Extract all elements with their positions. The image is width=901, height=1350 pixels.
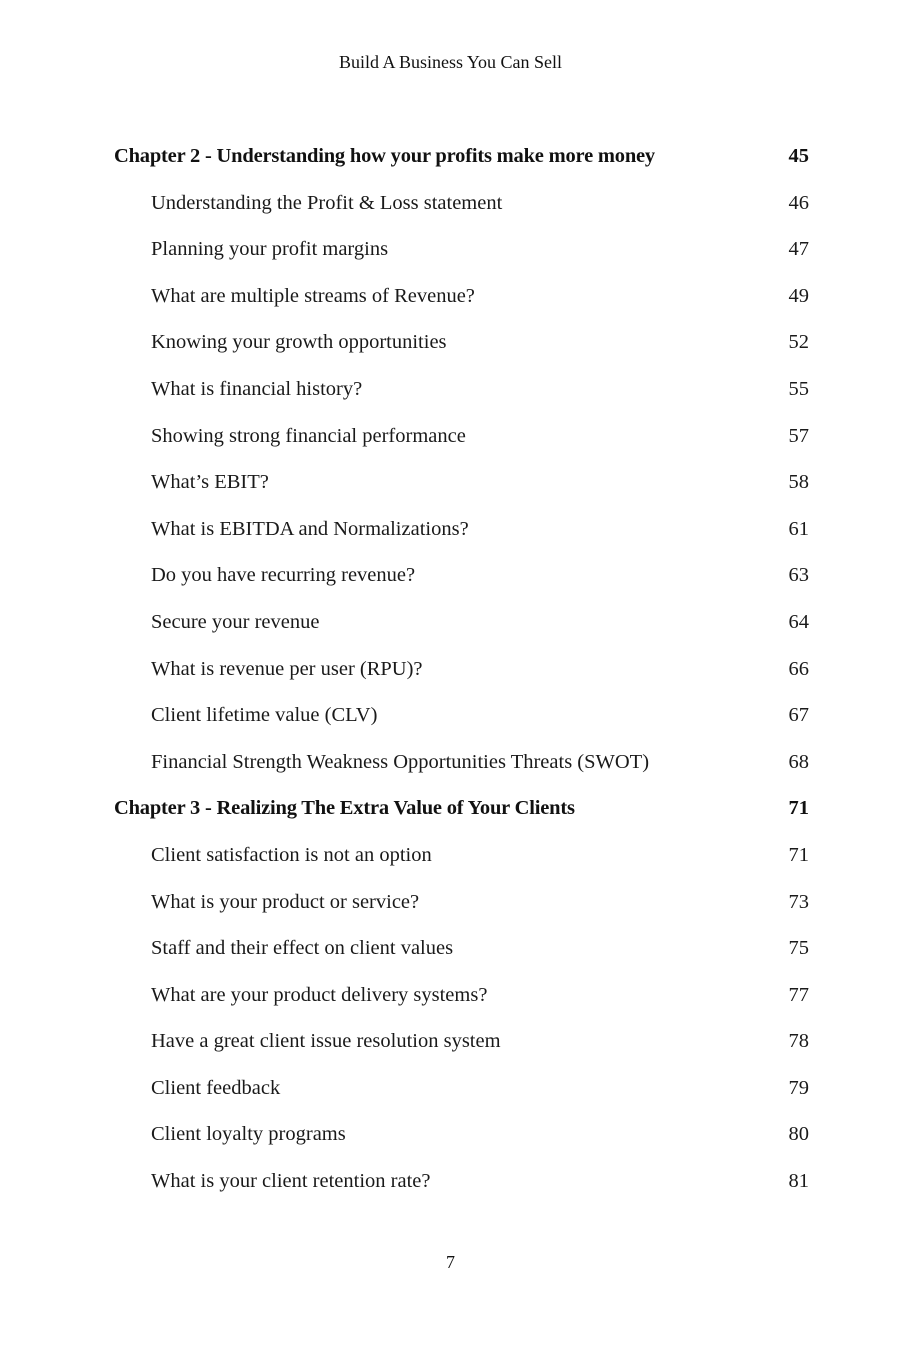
toc-entry-page: 71 <box>788 843 809 866</box>
toc-entry-page: 79 <box>788 1076 809 1099</box>
toc-entry-title: Client feedback <box>151 1076 281 1099</box>
toc-section-entry[interactable] <box>0 1070 901 1117</box>
toc-entry-title: What are multiple streams of Revenue? <box>151 284 475 307</box>
toc-section-entry[interactable] <box>0 511 901 558</box>
toc-entry-page: 57 <box>788 424 809 447</box>
toc-entry-page: 68 <box>788 750 809 773</box>
toc-entry-title: Planning your profit margins <box>151 238 389 261</box>
toc-entry-page: 66 <box>788 657 809 680</box>
toc-section-entry[interactable] <box>0 837 901 884</box>
toc-entry-title: Have a great client issue resolution system <box>151 1030 501 1053</box>
toc-section-entry[interactable] <box>0 930 901 977</box>
toc-entry-page: 49 <box>788 284 809 307</box>
toc-entry-page: 71 <box>788 797 809 820</box>
toc-entry-page: 80 <box>788 1123 809 1146</box>
toc-entry-title: Client satisfaction is not an option <box>151 843 432 866</box>
toc-section-entry[interactable] <box>0 418 901 465</box>
toc-entry-page: 81 <box>788 1170 809 1193</box>
toc-chapter-entry[interactable] <box>0 138 901 185</box>
toc-section-entry[interactable] <box>0 1163 901 1210</box>
toc-entry-title: What’s EBIT? <box>151 471 269 494</box>
toc-entry-page: 73 <box>788 890 809 913</box>
toc-entry-page: 46 <box>788 191 809 214</box>
toc-section-entry[interactable] <box>0 744 901 791</box>
toc-entry-page: 52 <box>788 331 809 354</box>
toc-entry-page: 45 <box>788 145 809 167</box>
toc-entry-page: 63 <box>788 564 809 587</box>
toc-entry-title: Client lifetime value (CLV) <box>151 704 378 727</box>
toc-section-entry[interactable] <box>0 884 901 931</box>
toc-entry-page: 64 <box>788 610 809 633</box>
toc-section-entry[interactable] <box>0 651 901 698</box>
toc-section-entry[interactable] <box>0 231 901 278</box>
toc-section-entry[interactable] <box>0 697 901 744</box>
toc-section-entry[interactable] <box>0 1116 901 1163</box>
toc-entry-page: 77 <box>788 983 809 1006</box>
toc-entry-title: What is revenue per user (RPU)? <box>151 657 423 680</box>
toc-chapter-entry[interactable] <box>0 790 901 837</box>
toc-entry-page: 78 <box>788 1030 809 1053</box>
toc-entry-title: Financial Strength Weakness Opportunities Threats (SWOT) <box>151 750 650 773</box>
toc-section-entry[interactable] <box>0 1023 901 1070</box>
toc-entry-title: What is EBITDA and Normalizations? <box>151 517 469 540</box>
toc-entry-title: Knowing your growth opportunities <box>151 331 447 354</box>
toc-entry-page: 58 <box>788 471 809 494</box>
toc-section-entry[interactable] <box>0 278 901 325</box>
toc-section-entry[interactable] <box>0 371 901 418</box>
toc-entry-title: Do you have recurring revenue? <box>151 564 416 587</box>
toc-entry-title: What is your client retention rate? <box>151 1170 431 1193</box>
toc-section-entry[interactable] <box>0 977 901 1024</box>
toc-entry-title: Staff and their effect on client values <box>151 937 454 960</box>
toc-entry-page: 47 <box>788 238 809 261</box>
toc-entry-title: Chapter 3 - Realizing The Extra Value of Your Clients <box>114 797 575 820</box>
toc-entry-title: Showing strong financial performance <box>151 424 466 447</box>
toc-entry-title: Understanding the Profit & Loss statement <box>151 191 503 214</box>
page-number: 7 <box>446 1252 455 1272</box>
running-header: Build A Business You Can Sell <box>338 52 563 72</box>
toc-entry-page: 75 <box>788 937 809 960</box>
toc-entry-title: Chapter 2 - Understanding how your profits make more money <box>114 145 655 167</box>
toc-entry-page: 67 <box>788 704 809 727</box>
table-of-contents <box>0 138 901 1210</box>
toc-entry-title: What is your product or service? <box>151 890 420 913</box>
toc-entry-title: What are your product delivery systems? <box>151 983 488 1006</box>
toc-section-entry[interactable] <box>0 324 901 371</box>
toc-section-entry[interactable] <box>0 557 901 604</box>
toc-entry-title: Client loyalty programs <box>151 1123 346 1146</box>
toc-section-entry[interactable] <box>0 464 901 511</box>
toc-entry-title: What is financial history? <box>151 377 363 400</box>
toc-section-entry[interactable] <box>0 604 901 651</box>
toc-entry-page: 61 <box>788 517 809 540</box>
toc-entry-title: Secure your revenue <box>151 610 320 633</box>
toc-section-entry[interactable] <box>0 185 901 232</box>
toc-entry-page: 55 <box>788 377 809 400</box>
